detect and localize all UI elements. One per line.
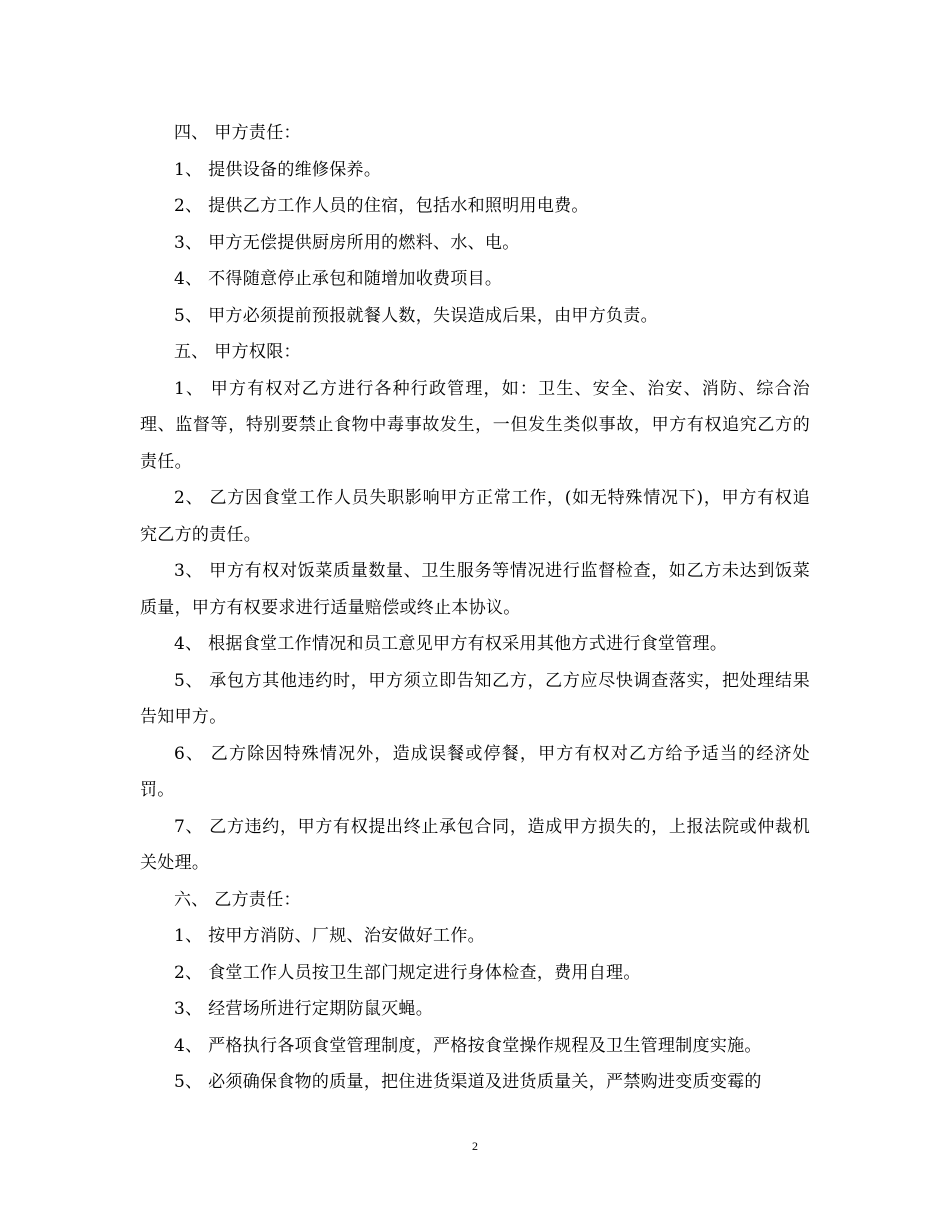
paragraph: 1、 甲方有权对乙方进行各种行政管理，如：卫生、安全、治安、消防、综合治理、监督等，特别要禁止食物中毒事故发生，一但发生类似事故，甲方有权追究乙方的责任。 — [140, 378, 810, 472]
paragraph: 2、 提供乙方工作人员的住宿，包括水和照明用电费。 — [174, 196, 589, 216]
section-heading-4: 四、 甲方责任： — [174, 123, 301, 143]
document-body — [140, 115, 810, 1101]
paragraph: 6、 乙方除因特殊情况外，造成误餐或停餐，甲方有权对乙方给予适当的经济处罚。 — [140, 743, 810, 800]
page-number: 2 — [472, 1139, 478, 1153]
section-heading-5: 五、 甲方权限： — [174, 342, 301, 362]
paragraph: 1、 提供设备的维修保养。 — [174, 159, 382, 180]
paragraph: 5、 甲方必须提前预报就餐人数，失误造成后果，由甲方负责。 — [174, 305, 658, 326]
paragraph: 2、 食堂工作人员按卫生部门规定进行身体检查，费用自理。 — [174, 962, 641, 983]
paragraph: 3、 甲方有权对饭菜质量数量、卫生服务等情况进行监督检查，如乙方未达到饭菜质量，甲方有权要求进行适量赔偿或终止本协议。 — [140, 561, 810, 618]
paragraph: 1、 按甲方消防、厂规、治安做好工作。 — [174, 926, 485, 946]
paragraph: 2、 乙方因食堂工作人员失职影响甲方正常工作，(如无特殊情况下)，甲方有权追究乙方的责任。 — [140, 488, 810, 545]
section-heading-6: 六、 乙方责任： — [174, 889, 301, 910]
paragraph: 4、 严格执行各项食堂管理制度，严格按食堂操作规程及卫生管理制度实施。 — [174, 1035, 762, 1056]
paragraph: 4、 不得随意停止承包和随增加收费项目。 — [174, 269, 503, 289]
paragraph: 7、 乙方违约，甲方有权提出终止承包合同，造成甲方损失的，上报法院或仲裁机关处理。 — [140, 816, 810, 873]
paragraph: 3、 甲方无偿提供厨房所用的燃料、水、电。 — [174, 232, 520, 253]
paragraph: 5、 必须确保食物的质量，把住进货渠道及进货质量关，严禁购进变质变霉的 — [174, 1072, 762, 1092]
paragraph: 3、 经营场所进行定期防鼠灭蝇。 — [174, 999, 434, 1019]
paragraph: 4、 根据食堂工作情况和员工意见甲方有权采用其他方式进行食堂管理。 — [174, 634, 728, 654]
paragraph: 5、 承包方其他违约时，甲方须立即告知乙方，乙方应尽快调查落实，把处理结果告知甲方。 — [140, 670, 810, 727]
